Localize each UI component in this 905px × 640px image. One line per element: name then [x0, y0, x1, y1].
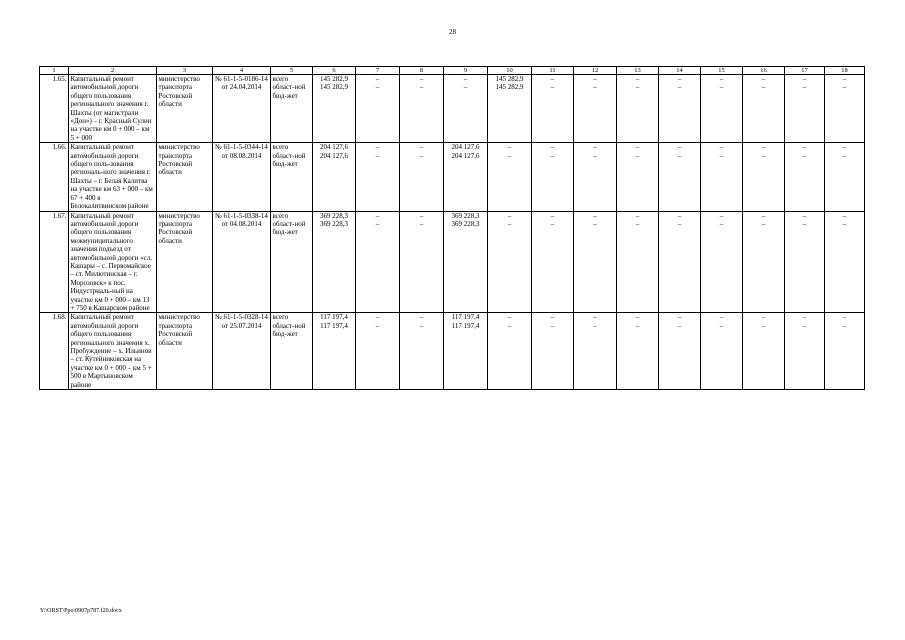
- expertise-doc: № 61-1-5-0338-14 от 04.08.2014: [213, 211, 271, 313]
- amount-cell: [743, 211, 785, 313]
- amount-value: –: [635, 321, 640, 330]
- row-number: 1.67.: [40, 211, 69, 313]
- amount-cell: [356, 143, 400, 211]
- amount-value: –: [463, 75, 468, 83]
- funding-source-line: област-ной бюд-жет: [272, 321, 306, 339]
- amount-cell: [488, 211, 532, 313]
- amount-value: –: [842, 219, 847, 228]
- amount-value: –: [802, 143, 807, 152]
- amount-cell: [659, 211, 701, 313]
- amount-value: –: [375, 143, 380, 152]
- amount-value: –: [507, 313, 512, 322]
- amount-cell: [444, 211, 488, 313]
- amount-cell: [701, 143, 743, 211]
- amount-value: –: [550, 313, 555, 322]
- amount-value: –: [507, 219, 512, 228]
- amount-value: –: [719, 75, 724, 83]
- amount-value: –: [550, 151, 555, 160]
- responsible-org: министерство транспорта Ростовской области: [157, 75, 213, 143]
- amount-cell: [532, 75, 574, 143]
- amount-value: –: [375, 321, 380, 330]
- amount-cell: [400, 75, 444, 143]
- amount-cell: [743, 75, 785, 143]
- amount-value: –: [419, 321, 424, 330]
- amount-value: –: [593, 211, 597, 220]
- row-number: 1.66.: [40, 143, 69, 211]
- amount-value: 369 228,3: [320, 219, 348, 228]
- amount-value: –: [761, 75, 766, 83]
- column-header: 4: [213, 67, 271, 75]
- amount-value: –: [375, 75, 380, 83]
- column-header: 10: [488, 67, 532, 75]
- amount-value: –: [635, 83, 640, 92]
- amount-cell: [313, 211, 356, 313]
- amount-value: –: [550, 75, 555, 83]
- table-row: [40, 143, 865, 211]
- amount-value: –: [507, 143, 512, 152]
- column-header: 5: [271, 67, 313, 75]
- amount-value: –: [719, 151, 724, 160]
- amount-value: –: [419, 143, 424, 152]
- amount-value: –: [375, 313, 380, 322]
- amount-value: –: [719, 219, 724, 228]
- amount-value: –: [677, 143, 682, 152]
- header-row: [40, 67, 865, 75]
- amount-value: –: [842, 313, 847, 322]
- amount-value: –: [375, 83, 380, 92]
- amount-value: –: [463, 83, 468, 92]
- column-header: 12: [574, 67, 617, 75]
- amount-value: –: [719, 83, 724, 92]
- object-name: Капитальный ремонт автомобильной дороги общего пользования межмуниципального значения подъезд от автомобильной дороги «сл. Кашары – с. Первомайское – ст. Милютинская – г. Морозовск» к пос. Индустриаль-ный на участке км 0 + 000 – км 13 + 750 в Кашарском районе: [69, 211, 157, 313]
- amount-value: –: [419, 75, 424, 83]
- amount-cell: [574, 143, 617, 211]
- row-number: 1.65.: [40, 75, 69, 143]
- amount-value: –: [375, 211, 380, 220]
- amount-value: –: [550, 143, 555, 152]
- amount-value: –: [507, 321, 512, 330]
- amount-value: –: [802, 321, 807, 330]
- amount-value: –: [802, 151, 807, 160]
- amount-cell: [743, 313, 785, 390]
- amount-value: 117 197,4: [451, 313, 480, 322]
- amount-value: –: [593, 321, 597, 330]
- column-header: 18: [825, 67, 865, 75]
- amount-value: –: [550, 83, 555, 92]
- amount-value: 369 228,3: [451, 219, 480, 228]
- column-header: 16: [743, 67, 785, 75]
- expertise-doc: № 61-1-5-0344-14 от 08.08.2014: [213, 143, 271, 211]
- amount-cell: [532, 313, 574, 390]
- amount-value: –: [419, 211, 424, 220]
- amount-value: –: [635, 143, 640, 152]
- responsible-org: министерство транспорта Ростовской области: [157, 313, 213, 390]
- amount-value: –: [842, 143, 847, 152]
- amount-cell: [785, 75, 825, 143]
- amount-value: –: [507, 151, 512, 160]
- funding-source: [271, 143, 313, 211]
- table-row: [40, 313, 865, 390]
- expertise-doc: № 61-1-5-0186-14 от 24.04.2014: [213, 75, 271, 143]
- amount-value: –: [842, 83, 847, 92]
- amount-cell: [444, 313, 488, 390]
- responsible-org: министерство транспорта Ростовской области: [157, 211, 213, 313]
- amount-value: –: [593, 219, 597, 228]
- amount-value: –: [593, 83, 597, 92]
- amount-cell: [532, 143, 574, 211]
- column-header: 1: [40, 67, 69, 75]
- responsible-org: министерство транспорта Ростовской области: [157, 143, 213, 211]
- amount-cell: [701, 75, 743, 143]
- page-number: 28: [449, 28, 456, 36]
- amount-cell: [313, 313, 356, 390]
- amount-value: –: [375, 219, 380, 228]
- amount-value: –: [550, 211, 555, 220]
- column-header: 2: [69, 67, 157, 75]
- amount-value: 369 228,3: [451, 211, 480, 220]
- amount-value: –: [802, 219, 807, 228]
- amount-cell: [785, 143, 825, 211]
- amount-value: 145 282,9: [320, 83, 348, 92]
- object-name: Капитальный ремонт автомобильной дороги общего поль-зования региональ-ного значения г. Шахты – г. Белая Калитва на участке км 63 + 000 – км 67 + 400 в Белокалитвинском районе: [69, 143, 157, 211]
- column-header: 6: [313, 67, 356, 75]
- amount-value: –: [635, 211, 640, 220]
- amount-value: –: [419, 83, 424, 92]
- funding-source-line: област-ной бюд-жет: [272, 83, 306, 100]
- amount-value: 369 228,3: [320, 211, 348, 220]
- column-header: 8: [400, 67, 444, 75]
- amount-cell: [444, 143, 488, 211]
- amount-value: –: [507, 211, 512, 220]
- table-row: [40, 211, 865, 313]
- amount-value: –: [802, 75, 807, 83]
- amount-value: –: [761, 219, 766, 228]
- amount-cell: [659, 75, 701, 143]
- funding-source-line: всего: [272, 75, 289, 83]
- amount-cell: [617, 143, 659, 211]
- amount-value: –: [550, 219, 555, 228]
- amount-cell: [617, 211, 659, 313]
- amount-value: –: [719, 313, 724, 322]
- amount-value: 117 197,4: [451, 321, 480, 330]
- amount-cell: [701, 211, 743, 313]
- amount-value: –: [375, 151, 380, 160]
- amount-value: –: [593, 151, 597, 160]
- amount-cell: [532, 211, 574, 313]
- amount-value: –: [677, 151, 682, 160]
- amount-cell: [825, 143, 865, 211]
- amount-value: –: [677, 211, 682, 220]
- amount-cell: [488, 143, 532, 211]
- column-header: 14: [659, 67, 701, 75]
- amount-value: –: [761, 313, 766, 322]
- amount-cell: [400, 313, 444, 390]
- amount-value: –: [719, 143, 724, 152]
- amount-value: 117 197,4: [320, 313, 348, 322]
- amount-value: –: [635, 151, 640, 160]
- amount-value: 204 127,6: [320, 143, 348, 152]
- amount-cell: [356, 211, 400, 313]
- amount-value: –: [802, 83, 807, 92]
- amount-value: –: [802, 313, 807, 322]
- amount-value: –: [677, 219, 682, 228]
- column-header: 17: [785, 67, 825, 75]
- amount-value: –: [761, 321, 766, 330]
- amount-value: –: [677, 83, 682, 92]
- amount-value: –: [593, 313, 597, 322]
- column-header: 11: [532, 67, 574, 75]
- funding-source: [271, 313, 313, 390]
- amount-value: 145 282,9: [495, 83, 524, 92]
- amount-value: –: [677, 321, 682, 330]
- amount-cell: [785, 211, 825, 313]
- amount-value: –: [593, 143, 597, 152]
- amount-cell: [356, 313, 400, 390]
- amount-value: –: [635, 75, 640, 83]
- column-header: 13: [617, 67, 659, 75]
- amount-cell: [574, 313, 617, 390]
- column-header: 3: [157, 67, 213, 75]
- funding-source-line: област-ной бюд-жет: [272, 219, 306, 237]
- amount-value: –: [719, 211, 724, 220]
- table-row: [40, 75, 865, 143]
- amount-value: –: [761, 143, 766, 152]
- amount-value: 204 127,6: [451, 143, 480, 152]
- amount-value: 145 282,9: [320, 75, 348, 83]
- amount-cell: [659, 143, 701, 211]
- object-name: Капитальный ремонт автомобильной дороги общего пользования регионального значения г. Шахты (от магистрали «Дон») – г. Красный Сулин на участке км 0 + 000 – км 5 + 000: [69, 75, 157, 143]
- amount-value: –: [635, 313, 640, 322]
- amount-cell: [488, 75, 532, 143]
- amount-cell: [356, 75, 400, 143]
- amount-cell: [400, 211, 444, 313]
- footer-file-path: Y:\ORST\Ppo\0907p787.f20.docx: [40, 608, 122, 614]
- amount-cell: [743, 143, 785, 211]
- amount-cell: [574, 75, 617, 143]
- amount-value: –: [802, 211, 807, 220]
- amount-cell: [313, 143, 356, 211]
- amount-value: –: [761, 151, 766, 160]
- amount-value: 204 127,6: [451, 151, 480, 160]
- table-body: [40, 67, 865, 390]
- amount-value: –: [419, 219, 424, 228]
- amount-value: 204 127,6: [320, 151, 348, 160]
- amount-cell: [617, 75, 659, 143]
- funding-source-line: област-ной бюд-жет: [272, 151, 306, 169]
- funding-source: [271, 211, 313, 313]
- amount-cell: [313, 75, 356, 143]
- amount-cell: [785, 313, 825, 390]
- amount-cell: [701, 313, 743, 390]
- amount-cell: [617, 313, 659, 390]
- amount-cell: [825, 75, 865, 143]
- funding-source-line: всего: [272, 313, 289, 322]
- funding-source-line: всего: [272, 211, 289, 220]
- amount-cell: [488, 313, 532, 390]
- column-header: 9: [444, 67, 488, 75]
- amount-value: –: [842, 211, 847, 220]
- object-name: Капитальный ремонт автомобильной дороги общего пользования регионального значения х. Пробуждение – х. Ильинов – ст. Кутейниковская на участке км 0 + 000 – км 5 + 500 в Мартыновском районе: [69, 313, 157, 390]
- amount-value: –: [677, 313, 682, 322]
- amount-value: –: [842, 151, 847, 160]
- amount-value: –: [761, 83, 766, 92]
- amount-value: –: [842, 75, 847, 83]
- amount-value: –: [593, 75, 597, 83]
- funding-source-line: всего: [272, 143, 289, 152]
- amount-value: 117 197,4: [320, 321, 348, 330]
- row-number: 1.68.: [40, 313, 69, 390]
- program-table: [39, 66, 865, 390]
- amount-cell: [400, 143, 444, 211]
- column-header: 7: [356, 67, 400, 75]
- amount-value: –: [635, 219, 640, 228]
- amount-value: –: [550, 321, 555, 330]
- amount-cell: [574, 211, 617, 313]
- amount-value: –: [761, 211, 766, 220]
- amount-cell: [659, 313, 701, 390]
- expertise-doc: № 61-1-5-0328-14 от 25.07.2014: [213, 313, 271, 390]
- amount-cell: [444, 75, 488, 143]
- amount-value: 145 282,9: [495, 75, 524, 83]
- amount-value: –: [419, 151, 424, 160]
- amount-value: –: [719, 321, 724, 330]
- amount-value: –: [842, 321, 847, 330]
- amount-value: –: [419, 313, 424, 322]
- column-header: 15: [701, 67, 743, 75]
- amount-cell: [825, 313, 865, 390]
- amount-cell: [825, 211, 865, 313]
- amount-value: –: [677, 75, 682, 83]
- funding-source: [271, 75, 313, 143]
